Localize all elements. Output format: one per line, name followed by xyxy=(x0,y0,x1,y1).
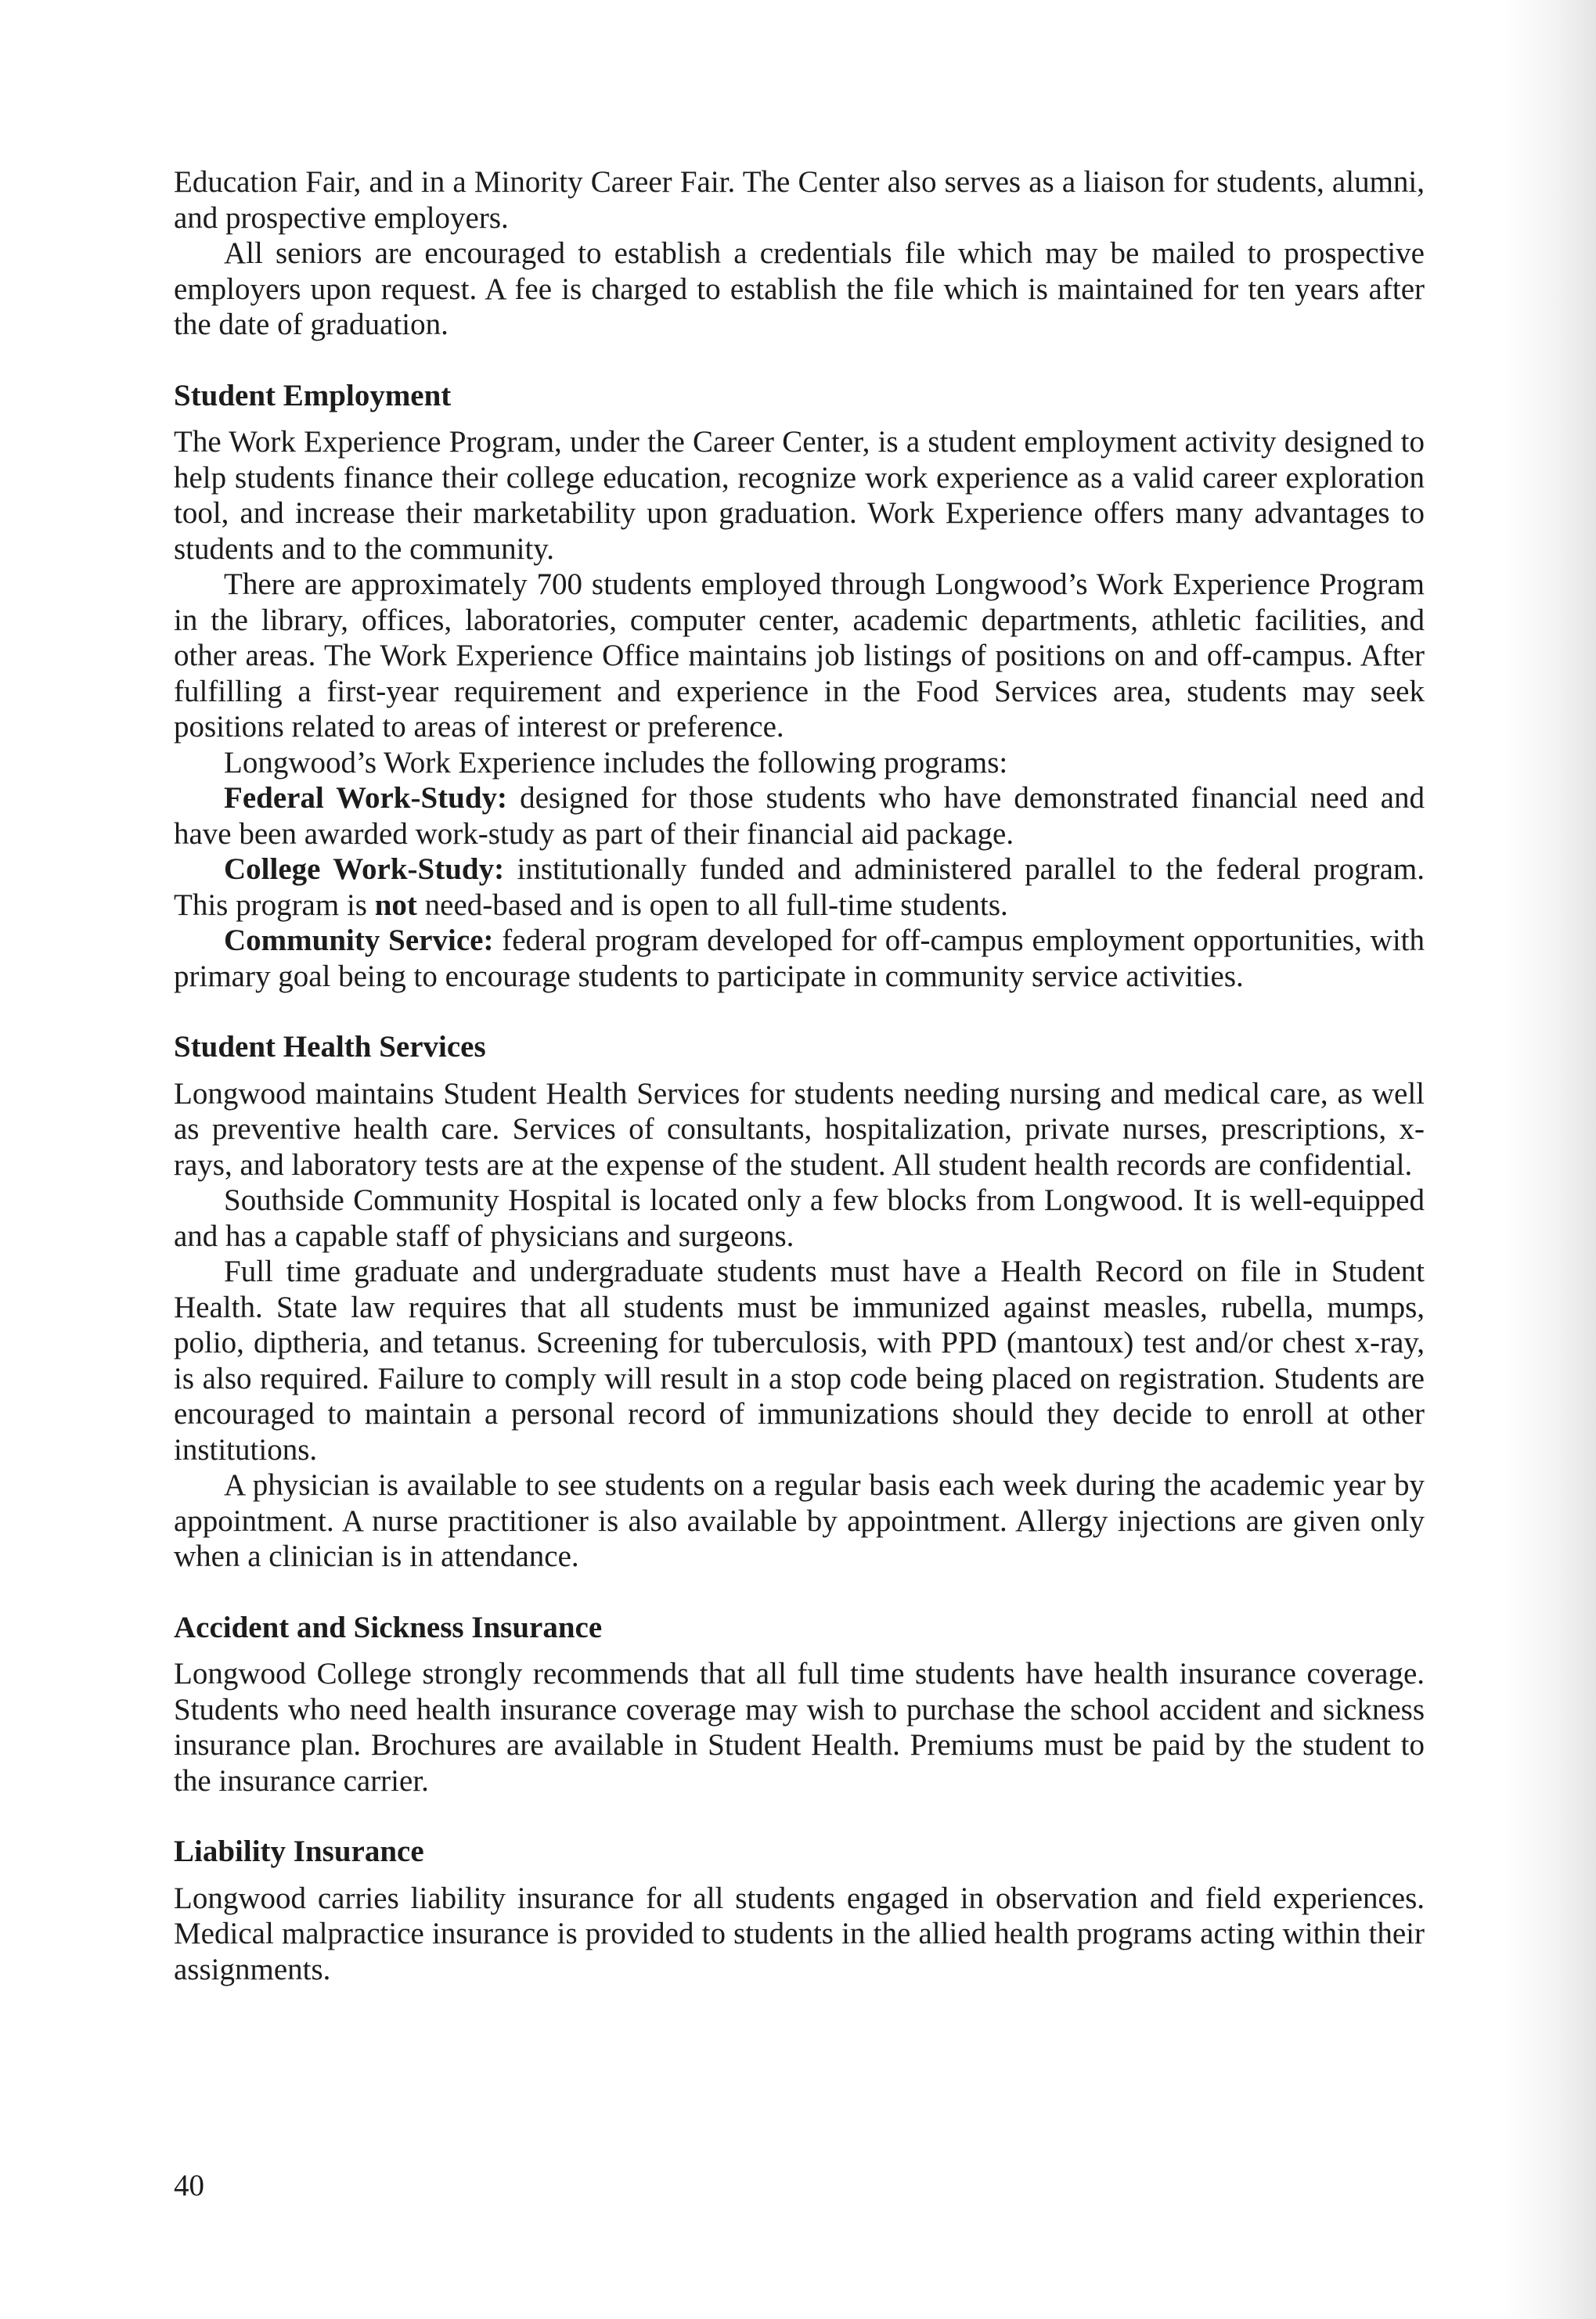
page-number: 40 xyxy=(174,2169,204,2202)
community-service-paragraph xyxy=(174,923,1425,994)
accident-insurance-heading: Accident and Sickness Insurance xyxy=(174,1610,603,1644)
federal-work-study-paragraph xyxy=(174,780,1425,852)
intro-paragraph-2: All seniors are encouraged to establish a credentials file which may be mailed to prospective employers upon request. A fee is charged to establish the file which is maintained for ten years after the date of graduation. xyxy=(174,236,1425,341)
college-work-study-emphasis: not xyxy=(374,888,417,922)
intro-paragraph-1: Education Fair, and in a Minority Career Fair. The Center also serves as a liaison for students, alumni, and prospective employers. xyxy=(174,165,1425,235)
college-work-study-paragraph xyxy=(174,852,1425,923)
student-health-paragraph-3: Full time graduate and undergraduate students must have a Health Record on file in Student Health. State law requires that all students must be immunized against measles, rubella, mumps, polio, diptheria, and tetanus. Screening for tuberculosis, with PPD (mantoux) test and/or chest x-ray, is also required. Failure to comply will result in a stop code being placed on registration. Students are encouraged to maintain a personal record of immunizations should they decide to enroll at other institutions. xyxy=(174,1255,1425,1467)
student-health-heading: Student Health Services xyxy=(174,1030,486,1064)
liability-insurance-paragraph: Longwood carries liability insurance for all students engaged in observation and field experiences. Medical malpractice insurance is provided to students in the allied health programs acting within their assignments. xyxy=(174,1881,1425,1986)
student-employment-paragraph-2: There are approximately 700 students employed through Longwood’s Work Experience Program in the library, offices, laboratories, computer center, academic departments, athletic facilities, and other areas. The Work Experience Office maintains job listings of positions on and off-campus. After fulfilling a first-year requirement and experience in the Food Services area, students may seek positions related to areas of interest or preference. xyxy=(174,567,1425,744)
student-health-paragraph-2: Southside Community Hospital is located only a few blocks from Longwood. It is well-equipped and has a capable staff of physicians and surgeons. xyxy=(174,1183,1425,1253)
page-edge-shadow xyxy=(1502,0,1596,2319)
college-work-study-term: College Work-Study: xyxy=(224,852,505,886)
community-service-text: federal program developed for off-campus employment opportunities, with primary goal being to encourage students to participate in community service activities. xyxy=(174,924,1425,993)
student-health-paragraph-4: A physician is available to see students on a regular basis each week during the academic year by appointment. A nurse practitioner is also available by appointment. Allergy injections are given only when a clinician is in attendance. xyxy=(174,1468,1425,1573)
student-employment-paragraph-1: The Work Experience Program, under the Career Center, is a student employment activity designed to help students finance their college education, recognize work experience as a valid career exploration tool, and increase their marketability upon graduation. Work Experience offers many advantages to students and to the community. xyxy=(174,425,1425,566)
liability-insurance-heading: Liability Insurance xyxy=(174,1835,424,1868)
community-service-term: Community Service: xyxy=(224,924,494,957)
college-work-study-text-2: need-based and is open to all full-time students. xyxy=(416,888,1008,922)
student-health-paragraph-1: Longwood maintains Student Health Services for students needing nursing and medical care, as well as preventive health care. Services of consultants, hospitalization, private nurses, prescriptions, x-rays, and laboratory tests are at the expense of the student. All student health records are confidential. xyxy=(174,1076,1425,1182)
accident-insurance-paragraph: Longwood College strongly recommends that all full time students have health insurance coverage. Students who need health insurance coverage may wish to purchase the school accident and sickness insurance plan. Brochures are available in Student Health. Premiums must be paid by the student to the insurance carrier. xyxy=(174,1657,1425,1798)
student-employment-paragraph-3: Longwood’s Work Experience includes the following programs: xyxy=(224,745,1008,780)
student-employment-heading: Student Employment xyxy=(174,378,452,412)
document-page xyxy=(174,164,1425,1987)
college-work-study-text-1: institutionally funded and administered parallel to the federal program. This program is xyxy=(174,852,1425,922)
federal-work-study-term: Federal Work-Study: xyxy=(224,781,508,815)
federal-work-study-text: designed for those students who have demonstrated financial need and have been awarded work-study as part of their financial aid package. xyxy=(174,781,1425,851)
